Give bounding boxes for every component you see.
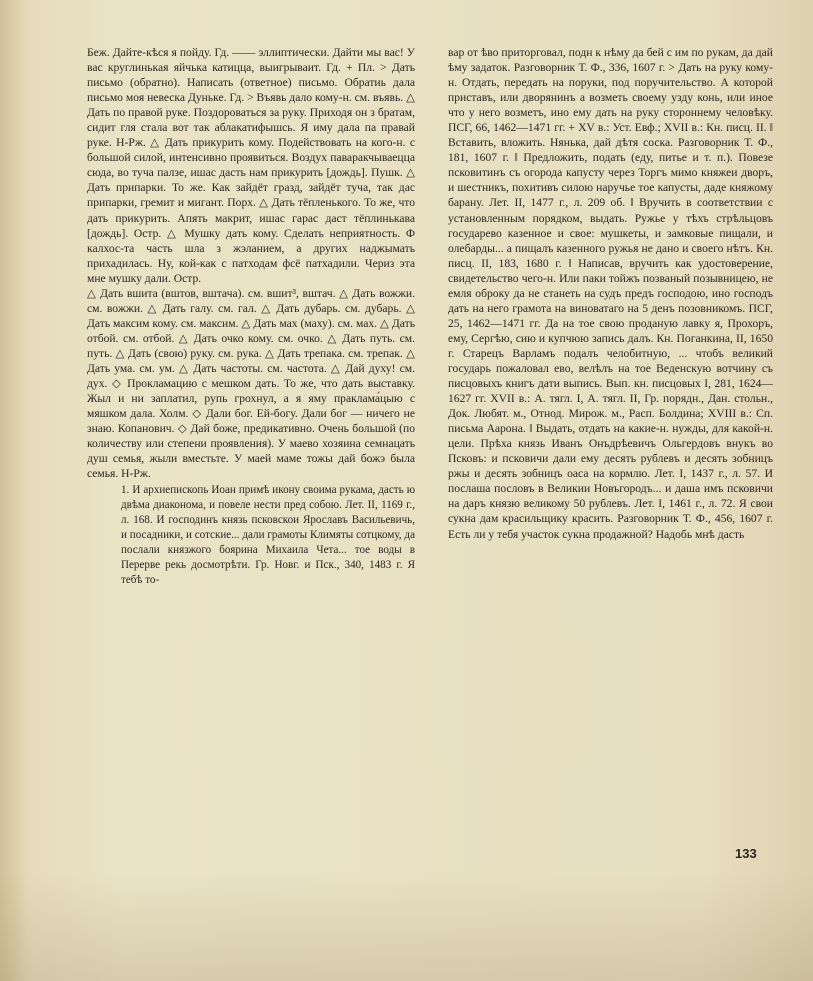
right-paragraph-1: вар от ѣво приторговал, подн к нѣму да бей с им по рукам, да дай ѣму задаток. Разговорник Т. Ф., 336, 1607 г. > Дать на руку кому-н. Отдать, передать на поруки, под поручительство. А которой приставъ, или дворянинъ а возметь своему узду конь, или иное что у него возметъ, ино ему дать на руку стороннему человѣку. ПСГ, 66, 1462—1471 гг. + XV в.: Уст. Евф.; XVII в.: Кн. писц. II. ‖ Вставить, вложить. Нянька, дай дѣтя соска. Разговорник Т. Ф., 181, 1607 г. ‖ Предложить, подать (еду, питье и т. п.). Повезе псковитинъ съ огорода капусту через Торгъ мимо княжеи дворъ, и шестникъ, похитивъ силою наручье тое капусты, даде княжому барану. Лет. II, 1477 г., л. 209 об. ‖ Вручить в соответствии с установленным порядком, выдать. Ружье у тѣхъ стрѣльцовъ государево казенное и свое: мушкеты, и замковые пищали, и олебарды... а пищалъ казенного ружья не дано и своего нѣтъ. Кн. писц. II, 183, 1680 г. ‖ Написав, вручить как удостоверение, свидетельство чего-н. Или паки тойжъ позваный позывницею, не емля оброку да не станеть на судъ предъ господою, ино господъ дать на него грамота на виноватаго на 5 денъ позовникомъ. ПСГ, 25, 1462—1471 гг. Да на тое свою проданую лавку я, Прохоръ, ему, Сергѣю, сию и купчюю запись далъ. Кн. Поганкина, II, 1650 г. Старецъ Варламъ подалъ челобитную, ... чтобъ великий государь пожаловал ево, велѣлъ на тое Веденскую вотчину съ писцовыхъ книгъ дати выпись. Вып. кн. писцовых I, 281, 1624—1627 гг. XVII в.: А. тягл. I, А. тягл. II, Гр. порядн., Дан. стольн., Док. Любят. м., Отнод. Мирож. м., Расп. Болдина; XVIII в.: Сп. письма Аарона. ‖ Выдать, отдать на какие-н. нужды, для какой-н. цели. Прѣха князь Иванъ Онъдрѣевичъ Ольгердовъ внукъ во Псковъ: и псковичи дали ему десять рублевъ и десять зобницъ ржы и десять зобницъ оаса на кормлю. Лет. I, 1437 г., л. 57. И послаша пословъ в Великии Новъгородъ... и даша имъ псковичи на даръ князю великому 50 рублевъ. Лет. I, 1461 г., л. 72. Я свои сукна дам красильщику красить. Разговорник Т. Ф., 456, 1607 г. Есть ли у тебя участок сукна продажной? Надобь мнѣ дасть xyxy=(448,46,773,541)
left-citation-block: 1. И архиепископь Иоан примѣ икону своима рукама, дасть ю двѣма диаконома, и повеле нести пред собою. Лет. II, 1169 г., л. 168. И господинъ князь псковскои Ярославъ Васильевичь, и посадники, и сотские... дали грамоты Климяты сотцкому, да послали князжого боярина Михаила Чета... тое воды в Перерве рекь досмотрѣти. Гр. Новг. и Пск., 340, 1483 г. Я тебѣ то- xyxy=(121,484,415,586)
left-paragraph-2: △ Дать вшита (вштов, вштача). см. вшит³, вштач. △ Дать вожжи. см. вожжи. △ Дать галу. см. гал. △ Дать дубарь. см. дубарь. △ Дать максим кому. см. максим. △ Дать мах (маху). см. мах. △ Дать отбой. см. отбой. △ Дать очко кому. см. очко. △ Дать путь. см. путь. △ Дать (свою) руку. см. рука. △ Дать трепака. см. трепак. △ Дать ума. см. ум. △ Дать частоты. см. частота. △ Дай духу! см. дух. ◇ Прокламацию с мешком дать. То же, что дать выставку. Жыл и ни заплатил, рупь грохнул, а я яму праклама́цыю с мяшком дала. Холм. ◇ Дали бог. Ей-богу. Дали бог — ничего не знаю. Копанович. ◇ Дай боже, предикативно. Очень большой (по количеству или степени проявления). У маево хозяина семнацать душ семья, жыли вместьте. У маей маме тожы дай божэ была семья. Н-Рж. xyxy=(87,286,415,481)
page-number: 133 xyxy=(735,846,757,861)
right-text-column xyxy=(448,45,773,542)
left-paragraph-1: Беж. Дайте-кѣся я пойду. Гд. —— эллиптически. Дайти мы вас! У вас круглинькая яйчька катицца, выигрываит. Гд. + Пл. > Дать письмо (обратно). Написать (ответное) письмо. Обратиь дала письмо моя невеска Дуньке. Гд. > Въявь дало кому-н. см. въявь. △ Дать по правой руке. Поздороваться за руку. Приходя он з братам, сидит гля стала вот так аблакатифышсь. Я иму дала па правай руке. Н-Рж. △ Дать прикурить кому. Подействовать на кого-н. с большой силой, интенсивно проявиться. Воздух паваракчываецца сюда, во туча палзе, ишас дасть нам прикурить [дождь]. Пушк. △ Дать припарки. То же. Как зайдёт гразд, зайдёт туча, так дас припарки, гремит и мигант. Порх. △ Дать тёпленького. То же, что дать прикурить. Апять макрит, ишас гарас даст тёплинькава [дождь]. Остр. △ Мушку дать кому. Сделать неприятность. Ф калхос-та часть шла з жэланием, а других наджымать прихадилась. Ну, кой-как с патходам фсё патхадили. Чериз эта мне мушку дали. Остр. xyxy=(87,46,415,285)
left-text-column xyxy=(87,45,415,588)
